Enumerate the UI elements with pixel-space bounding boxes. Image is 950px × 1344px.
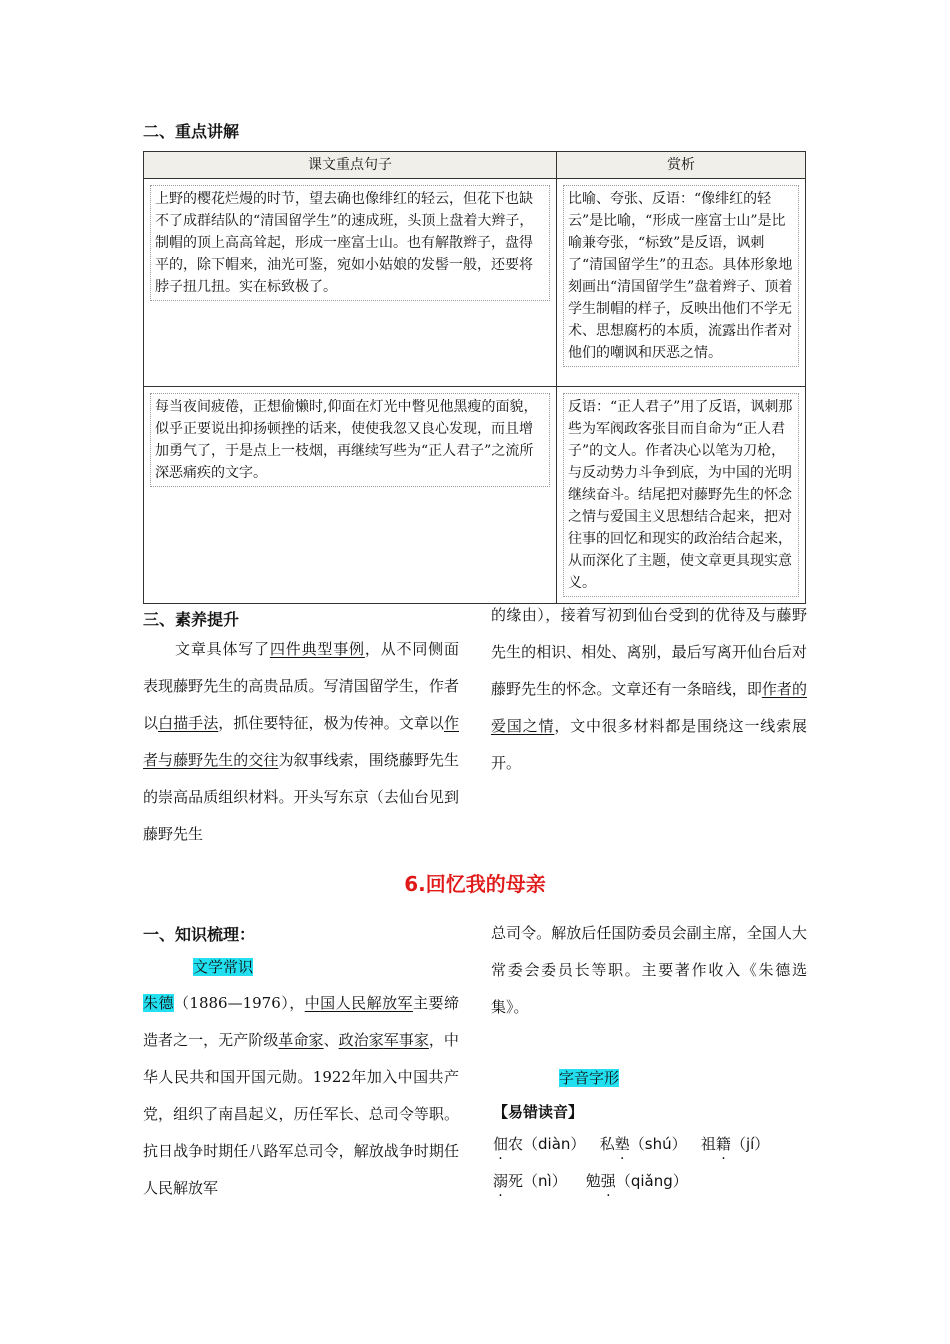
- analysis-text: 反语：“正人君子”用了反语，讽刺那些为军阀政客张目而自命为“正人君子”的文人。作者决心以笔为刀枪，与反动势力斗争到底，为中国的光明继续奋斗。结尾把对藤野先生的怀念之情与爱国主义思想结合起来，把对往事的回忆和现实的政治结合起来，从而深化了主题，使文章更具现实意义。: [563, 393, 799, 597]
- analysis-cell: [557, 179, 806, 387]
- analysis-cell: [557, 387, 806, 604]
- pronunciation-line-1: 佃农（diàn） 私塾（shú） 祖籍（jí）: [493, 1135, 770, 1153]
- sentence-cell: [144, 387, 557, 604]
- literacy-paragraph-right: 的缘由），接着写初到仙台受到的优待及与藤野先生的相识、相处、离别，最后写离开仙台后对藤野先生的怀念。文章还有一条暗线，即作者的爱国之情，文中很多材料都是围绕这一线索展开。: [491, 606, 807, 772]
- key-sentences-table: [143, 151, 806, 604]
- author-name: 朱德: [143, 994, 174, 1012]
- section-heading-knowledge: 一、知识梳理：: [143, 925, 256, 944]
- underlined-phrase: 作者与藤野先生的交往: [143, 714, 459, 769]
- author-bio-left: 朱德（1886—1976），中国人民解放军主要缔造者之一，无产阶级革命家、政治家军事家，中华人民共和国开国元勋。1922年加入中国共产党，组织了南昌起义，历任军长、总司令等职。抗日战争时期任八路军总司令，解放战争时期任人民解放军: [143, 994, 459, 1197]
- chapter-title: 6.回忆我的母亲: [404, 872, 546, 896]
- table-header-row: [144, 152, 806, 179]
- section-heading-literacy: 三、素养提升: [143, 610, 240, 629]
- column-header-sentence: 课文重点句子: [144, 152, 557, 179]
- pronunciation-line-2: 溺死（nì） 勉强（qiǎng）: [493, 1172, 688, 1190]
- tag-literature: 文学常识: [193, 958, 254, 976]
- literacy-paragraph-left: 文章具体写了四件典型事例，从不同侧面表现藤野先生的高贵品质。写清国留学生，作者以白描手法，抓住要特征，极为传神。文章以作者与藤野先生的交往为叙事线索，围绕藤野先生的崇高品质组织材料。开头写东京（去仙台见到藤野先生: [143, 640, 459, 843]
- table-row: [144, 387, 806, 604]
- sentence-text: 上野的樱花烂熳的时节，望去确也像绯红的轻云，但花下也缺不了成群结队的“清国留学生”的速成班，头顶上盘着大辫子，制帽的顶上高高耸起，形成一座富士山。也有解散辫子，盘得平的，除下帽来，油光可鉴，宛如小姑娘的发髻一般，还要将脖子扭几扭。实在标致极了。: [150, 185, 550, 301]
- pronunciation-heading: 【易错读音】: [493, 1103, 584, 1121]
- sentence-text: 每当夜间疲倦，正想偷懒时,仰面在灯光中瞥见他黑瘦的面貌，似乎正要说出抑扬顿挫的话来，使使我忽又良心发现，而且增加勇气了，于是点上一枝烟，再继续写些为“正人君子”之流所深恶痛疾的文字。: [150, 393, 550, 487]
- underlined-phrase: 白描手法: [158, 714, 219, 732]
- tag-pronunciation: 字音字形: [559, 1069, 620, 1087]
- table-row: [144, 179, 806, 387]
- underlined-phrase: 四件典型事例: [269, 640, 365, 658]
- sentence-cell: [144, 179, 557, 387]
- author-bio-right: 总司令。解放后任国防委员会副主席，全国人大常委会委员长等职。主要著作收入《朱德选集》。: [491, 924, 807, 1016]
- column-header-analysis: 赏析: [557, 152, 806, 179]
- section-heading-key-points: 二、重点讲解: [143, 122, 240, 141]
- analysis-text: 比喻、夸张、反语：“像绯红的轻云”是比喻，“形成一座富士山”是比喻兼夸张，“标致”是反语，讽刺了“清国留学生”的丑态。具体形象地刻画出“清国留学生”盘着辫子、顶着学生制帽的样子，反映出他们不学无术、思想腐朽的本质，流露出作者对他们的嘲讽和厌恶之情。: [563, 185, 799, 367]
- underlined-phrase: 作者的爱国之情: [491, 680, 807, 735]
